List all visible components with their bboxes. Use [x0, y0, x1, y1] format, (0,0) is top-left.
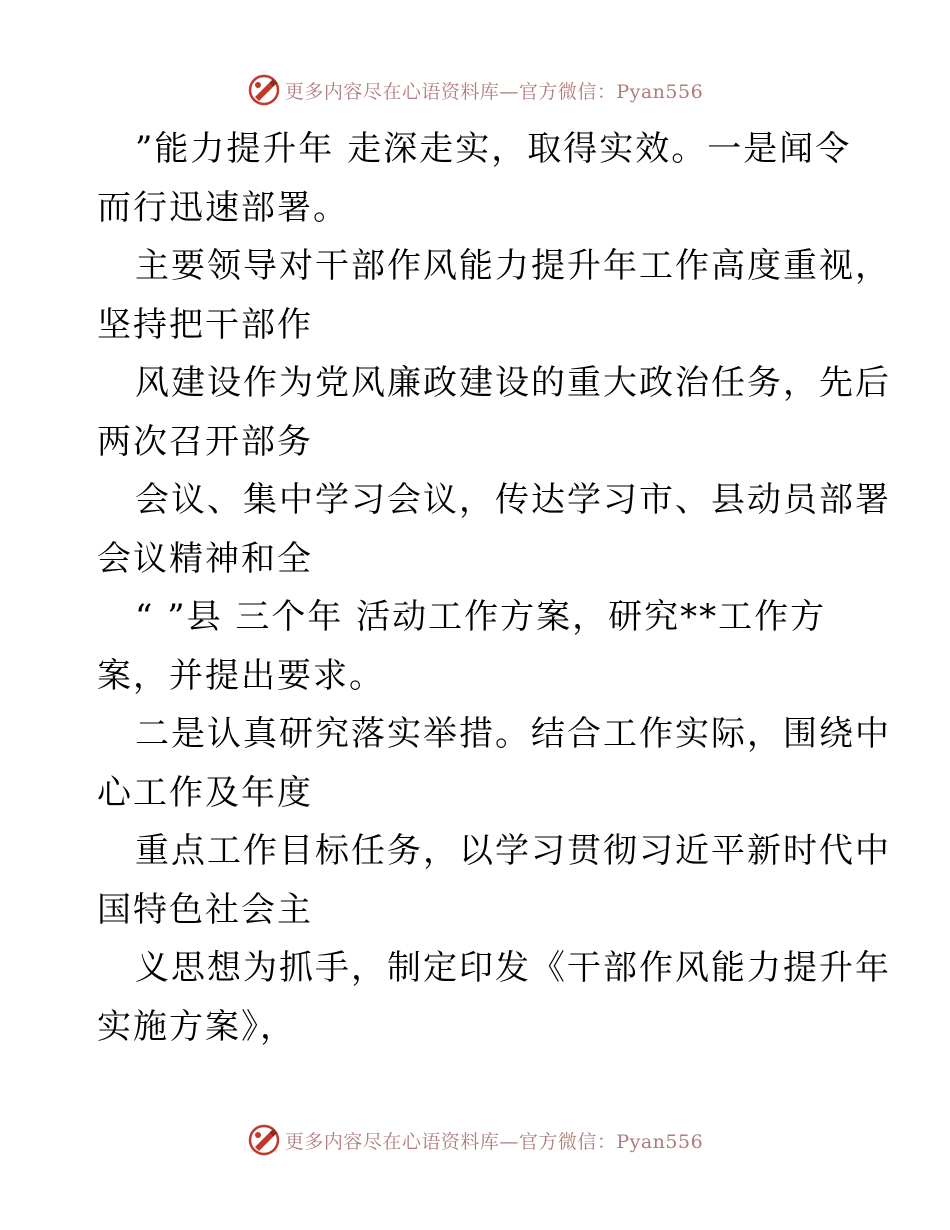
pen-logo-icon: [247, 1123, 281, 1157]
text-line: “ ”县 三个年 活动工作方案，研究**工作方: [135, 597, 827, 637]
text-line: 会议精神和全: [97, 538, 313, 579]
text-line: 坚持把干部作: [97, 304, 313, 345]
text-line: 会议、集中学习会议，传达学习市、县动员部署: [135, 480, 891, 520]
text-line: 实施方案》，: [97, 1006, 296, 1047]
text-line: 国特色社会主: [97, 889, 313, 930]
text-line: 义思想为抓手，制定印发《干部作风能力提升年: [135, 948, 891, 988]
text-line: 二是认真研究落实举措。结合工作实际，围绕中: [135, 714, 891, 754]
text-line: 重点工作目标任务，以学习贯彻习近平新时代中: [135, 831, 891, 871]
footer-banner-text: 更多内容尽在心语资料库—官方微信：Pyan556: [284, 1130, 704, 1153]
header-banner: [0, 70, 950, 110]
footer-banner: [0, 1120, 950, 1160]
text-line: 案，并提出要求。: [97, 655, 385, 696]
document-body: [97, 120, 891, 1056]
text-line: 风建设作为党风廉政建设的重大政治任务，先后: [135, 363, 891, 403]
text-line: ”能力提升年 走深走实，取得实效。一是闻令: [135, 129, 852, 169]
text-line: 两次召开部务: [97, 421, 313, 462]
header-banner-text: 更多内容尽在心语资料库—官方微信：Pyan556: [284, 80, 704, 103]
text-line: 心工作及年度: [97, 772, 313, 813]
text-line: 而行迅速部署。: [97, 187, 349, 228]
pen-logo-icon: [247, 73, 281, 107]
text-line: 主要领导对干部作风能力提升年工作高度重视，: [135, 246, 891, 286]
